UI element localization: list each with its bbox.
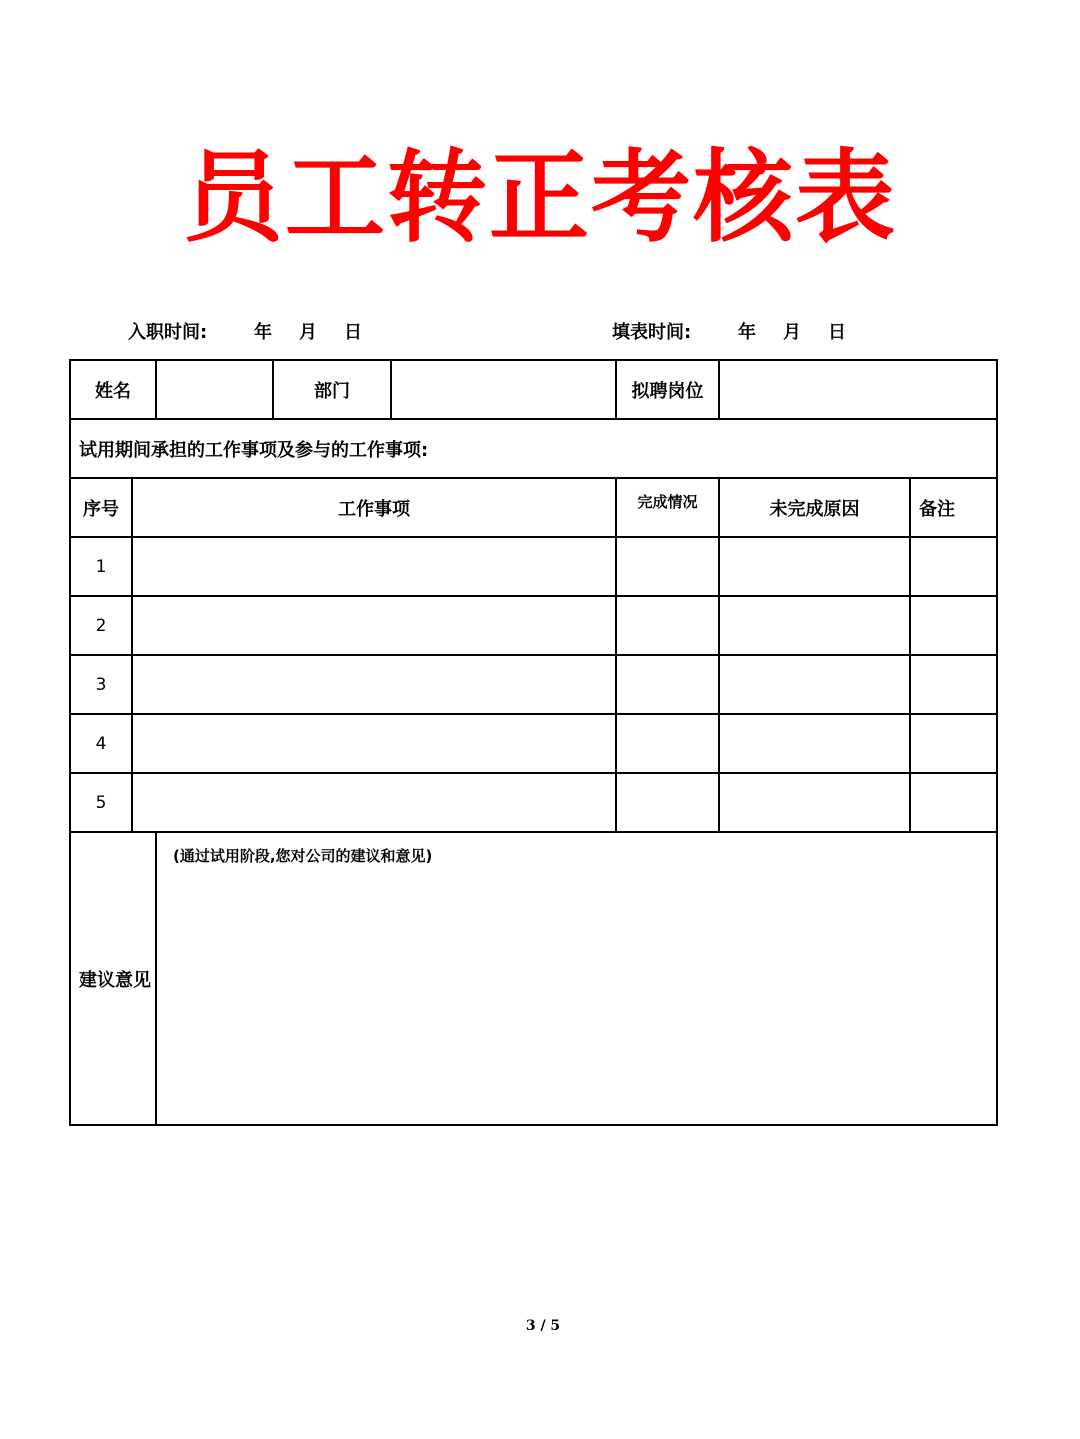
- reason-cell[interactable]: [719, 714, 910, 773]
- name-label: 姓名: [70, 360, 156, 419]
- header-no: 序号: [70, 478, 132, 537]
- fill-month-unit: 月: [783, 322, 801, 343]
- entry-day-unit: 日: [344, 322, 362, 343]
- department-label: 部门: [273, 360, 391, 419]
- suggestions-row: [70, 832, 997, 1125]
- row-number: 3: [70, 655, 132, 714]
- status-cell[interactable]: [616, 596, 719, 655]
- fill-day-unit: 日: [828, 322, 846, 343]
- work-items-heading: 试用期间承担的工作事项及参与的工作事项:: [70, 419, 997, 478]
- status-cell[interactable]: [616, 655, 719, 714]
- info-row: [70, 360, 997, 419]
- fill-date-line: [612, 320, 872, 346]
- table-row: [70, 537, 997, 596]
- position-field[interactable]: [719, 360, 997, 419]
- form-title: 员工转正考核表: [183, 139, 897, 256]
- table-row: [70, 714, 997, 773]
- table-row: [70, 773, 997, 832]
- header-reason: 未完成原因: [719, 478, 910, 537]
- fill-date-label: 填表时间:: [612, 322, 692, 343]
- task-header-row: [70, 478, 997, 537]
- task-cell[interactable]: [132, 596, 616, 655]
- reason-cell[interactable]: [719, 537, 910, 596]
- row-number: 5: [70, 773, 132, 832]
- task-cell[interactable]: [132, 714, 616, 773]
- department-field[interactable]: [391, 360, 616, 419]
- suggestions-label: 建议意见: [70, 832, 156, 1125]
- assessment-form-table: [69, 359, 998, 1126]
- table-row: [70, 596, 997, 655]
- note-cell[interactable]: [910, 655, 997, 714]
- entry-date-line: [128, 320, 388, 346]
- task-cell[interactable]: [132, 537, 616, 596]
- position-label: 拟聘岗位: [616, 360, 719, 419]
- status-cell[interactable]: [616, 714, 719, 773]
- note-cell[interactable]: [910, 596, 997, 655]
- page-number: 3 / 5: [525, 1318, 561, 1334]
- status-cell[interactable]: [616, 773, 719, 832]
- reason-cell[interactable]: [719, 655, 910, 714]
- suggestions-field[interactable]: (通过试用阶段,您对公司的建议和意见): [156, 832, 997, 1125]
- entry-date-label: 入职时间:: [128, 322, 208, 343]
- note-cell[interactable]: [910, 714, 997, 773]
- table-row: [70, 655, 997, 714]
- task-cell[interactable]: [132, 773, 616, 832]
- reason-cell[interactable]: [719, 773, 910, 832]
- fill-year-unit: 年: [738, 322, 756, 343]
- row-number: 4: [70, 714, 132, 773]
- task-cell[interactable]: [132, 655, 616, 714]
- header-status: 完成情况: [616, 478, 719, 537]
- status-cell[interactable]: [616, 537, 719, 596]
- header-note: 备注: [910, 478, 997, 537]
- note-cell[interactable]: [910, 537, 997, 596]
- entry-month-unit: 月: [299, 322, 317, 343]
- name-field[interactable]: [156, 360, 273, 419]
- reason-cell[interactable]: [719, 596, 910, 655]
- row-number: 1: [70, 537, 132, 596]
- header-task: 工作事项: [132, 478, 616, 537]
- section-heading-row: [70, 419, 997, 478]
- note-cell[interactable]: [910, 773, 997, 832]
- row-number: 2: [70, 596, 132, 655]
- entry-year-unit: 年: [254, 322, 272, 343]
